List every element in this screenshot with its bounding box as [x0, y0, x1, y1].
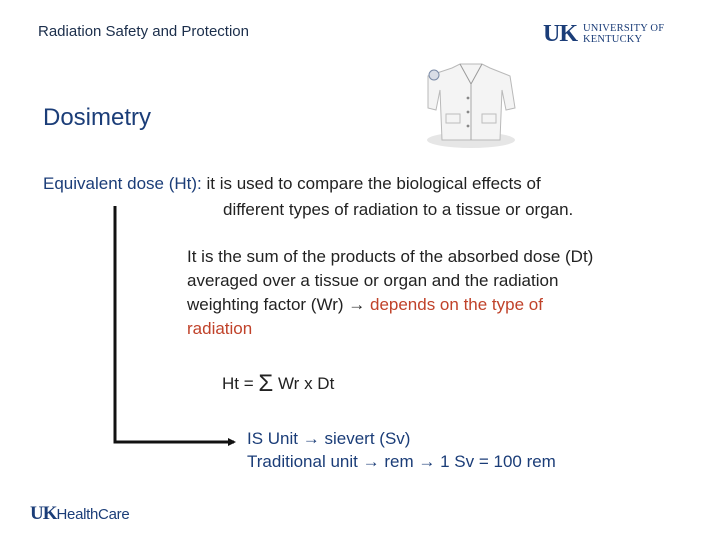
uk-healthcare-logo [30, 503, 129, 525]
definition-term: Equivalent dose (Ht): [43, 174, 202, 193]
traditional-unit-label: Traditional unit [247, 452, 358, 471]
formula-right: Wr x Dt [273, 374, 335, 393]
unit-conversion: 1 Sv = 100 rem [440, 452, 556, 471]
arrow-icon: → [362, 452, 380, 471]
arrow-icon: → [418, 452, 436, 471]
formula-left: Ht = [222, 374, 259, 393]
footer-logo-text: HealthCare [56, 506, 130, 523]
footer-logo-mark: UK [30, 503, 57, 524]
unit-line-si [247, 427, 556, 450]
si-unit-label: IS Unit [247, 429, 299, 448]
uk-logo-text: UNIVERSITY OF KENTUCKY [583, 23, 665, 45]
definition-line-2: different types of radiation to a tissue or organ. [223, 200, 574, 219]
definition-rest: it is used to compare the biological effects of [201, 174, 541, 193]
sigma-symbol: Σ [258, 370, 274, 397]
traditional-unit-value: rem [384, 452, 414, 471]
equivalent-dose-formula [222, 370, 334, 398]
lab-coat-icon [422, 58, 520, 148]
paragraph-arrow-icon: → [348, 295, 366, 314]
definition-line-1 [43, 174, 541, 194]
weighted-sum-paragraph [187, 245, 607, 341]
header-title: Radiation Safety and Protection [38, 23, 249, 40]
arrow-icon: → [302, 429, 320, 448]
paragraph-main: It is the sum of the products of the absorbed dose (Dt) averaged over a tissue or organ and the radiation weighting factor (Wr) [187, 247, 594, 314]
si-unit-value: sievert (Sv) [324, 429, 411, 448]
uk-logo-mark: UK [543, 21, 577, 47]
university-logo [543, 23, 720, 45]
slide-title: Dosimetry [43, 104, 152, 131]
unit-line-traditional [247, 450, 556, 473]
units-block [247, 427, 556, 473]
paragraph-emphasis: depends on the type of radiation [187, 295, 543, 338]
